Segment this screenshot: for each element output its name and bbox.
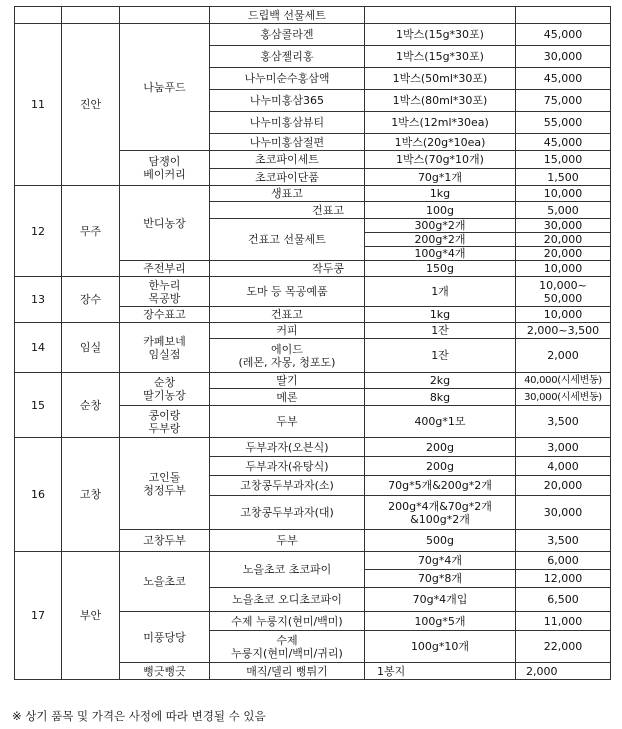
product-cell: 딸기 <box>210 373 365 389</box>
seller-cell <box>120 323 210 373</box>
seller-cell: 주전부리 <box>120 261 210 277</box>
spec-cell: 1박스(70g*10개) <box>365 151 516 169</box>
product-cell: 수제 누룽지(현미/백미) <box>210 612 365 631</box>
region-cell <box>62 7 120 24</box>
price-line: 50,000 <box>543 291 583 305</box>
price-cell <box>516 7 611 24</box>
spec-cell: 200g <box>365 438 516 457</box>
product-cell: 고창콩두부과자(소) <box>210 476 365 496</box>
price-cell: 6,500 <box>516 588 611 612</box>
price-cell: 3,000 <box>516 438 611 457</box>
spec-cell: 1잔 <box>365 339 516 373</box>
product-cell: 홍삼젤리홍 <box>210 46 365 68</box>
table-row <box>15 552 611 570</box>
no-cell: 13 <box>15 277 62 323</box>
seller-name-line: 목공방 <box>148 291 181 305</box>
product-cell: 커피 <box>210 323 365 339</box>
seller-name-line: 임실점 <box>148 347 181 361</box>
spec-cell: 1박스(12ml*30ea) <box>365 112 516 134</box>
price-cell: 45,000 <box>516 24 611 46</box>
table-row <box>15 323 611 339</box>
product-cell: 노을초코 오디초코파이 <box>210 588 365 612</box>
price-cell: 30,000 <box>516 219 611 233</box>
spec-cell: 70g*4개입 <box>365 588 516 612</box>
spec-cell: 100g*4개 <box>365 247 516 261</box>
product-cell: 건표고 <box>210 202 365 219</box>
price-cell: 2,000 <box>516 663 611 680</box>
table-row <box>15 277 611 307</box>
product-cell: 초코파이단품 <box>210 169 365 186</box>
spec-cell: 150g <box>365 261 516 277</box>
spec-cell: 1잔 <box>365 323 516 339</box>
product-cell: 나누미홍삼365 <box>210 90 365 112</box>
price-cell: 55,000 <box>516 112 611 134</box>
spec-line: &100g*2개 <box>410 512 470 526</box>
seller-name-line: 고인돌 <box>148 470 181 484</box>
seller-name-line: 한누리 <box>148 278 181 292</box>
seller-name-line: 베이커리 <box>143 168 186 181</box>
price-cell: 10,000 <box>516 261 611 277</box>
seller-name-line: 담쟁이 <box>148 155 181 168</box>
product-cell: 초코파이세트 <box>210 151 365 169</box>
region-cell: 장수 <box>62 277 120 323</box>
table-row <box>15 438 611 457</box>
spec-cell: 70g*8개 <box>365 570 516 588</box>
product-cell: 나누미홍삼뷰티 <box>210 112 365 134</box>
price-cell <box>516 277 611 307</box>
product-cell <box>210 631 365 663</box>
seller-name-line: 순창 <box>153 376 176 389</box>
seller-cell: 반디농장 <box>120 186 210 261</box>
no-cell: 16 <box>15 438 62 552</box>
product-line: 수제 <box>276 633 298 647</box>
region-cell: 무주 <box>62 186 120 277</box>
no-cell: 12 <box>15 186 62 277</box>
product-cell: 홍삼콜라겐 <box>210 24 365 46</box>
price-cell: 4,000 <box>516 457 611 476</box>
product-cell: 드립백 선물세트 <box>210 7 365 24</box>
no-cell <box>15 7 62 24</box>
no-cell: 11 <box>15 24 62 186</box>
spec-cell: 8kg <box>365 389 516 406</box>
spec-cell: 1박스(15g*30포) <box>365 24 516 46</box>
product-line: 누룽지(현미/백미/귀리) <box>231 646 343 660</box>
price-cell: 15,000 <box>516 151 611 169</box>
seller-cell <box>120 277 210 307</box>
spec-cell <box>365 496 516 530</box>
seller-name-line: 청정두부 <box>143 483 186 497</box>
price-cell: 22,000 <box>516 631 611 663</box>
product-line: 에이드 <box>271 342 303 356</box>
price-cell: 2,000~3,500 <box>516 323 611 339</box>
table-row <box>15 186 611 202</box>
product-cell <box>210 339 365 373</box>
seller-name-line: 콩이랑 <box>148 408 181 422</box>
price-cell: 2,000 <box>516 339 611 373</box>
spec-cell: 70g*1개 <box>365 169 516 186</box>
price-cell: 20,000 <box>516 247 611 261</box>
price-cell: 40,000(시세변동) <box>516 373 611 389</box>
spec-cell: 500g <box>365 530 516 552</box>
spec-cell: 1박스(20g*10ea) <box>365 134 516 151</box>
product-cell: 메론 <box>210 389 365 406</box>
seller-cell: 장수표고 <box>120 307 210 323</box>
product-cell: 두부과자(유탕식) <box>210 457 365 476</box>
price-cell: 1,500 <box>516 169 611 186</box>
product-cell: 고창콩두부과자(대) <box>210 496 365 530</box>
product-cell: 두부 <box>210 406 365 438</box>
region-cell: 진안 <box>62 24 120 186</box>
seller-cell <box>120 406 210 438</box>
price-cell: 30,000(시세변동) <box>516 389 611 406</box>
region-cell: 부안 <box>62 552 120 680</box>
product-cell: 매직/델리 뻥튀기 <box>210 663 365 680</box>
spec-cell: 100g <box>365 202 516 219</box>
seller-name-line: 딸기농장 <box>143 389 186 402</box>
price-cell: 11,000 <box>516 612 611 631</box>
product-cell: 나누미순수홍삼액 <box>210 68 365 90</box>
spec-cell: 200g*2개 <box>365 233 516 247</box>
seller-cell: 나눔푸드 <box>120 24 210 151</box>
product-cell: 노을초코 초코파이 <box>210 552 365 588</box>
spec-cell: 1kg <box>365 307 516 323</box>
spec-cell: 70g*5개&200g*2개 <box>365 476 516 496</box>
price-cell: 10,000 <box>516 307 611 323</box>
seller-cell: 노을초코 <box>120 552 210 612</box>
no-cell: 14 <box>15 323 62 373</box>
spec-cell: 300g*2개 <box>365 219 516 233</box>
table-row <box>15 7 611 24</box>
spec-cell: 70g*4개 <box>365 552 516 570</box>
price-cell: 45,000 <box>516 68 611 90</box>
spec-cell: 1박스(80ml*30포) <box>365 90 516 112</box>
price-cell: 30,000 <box>516 46 611 68</box>
region-cell: 순창 <box>62 373 120 438</box>
seller-cell <box>120 151 210 186</box>
price-cell: 20,000 <box>516 233 611 247</box>
price-cell: 5,000 <box>516 202 611 219</box>
seller-cell <box>120 438 210 530</box>
region-cell: 고창 <box>62 438 120 552</box>
spec-cell: 1박스(50ml*30포) <box>365 68 516 90</box>
spec-line: 200g*4개&70g*2개 <box>388 499 492 513</box>
region-cell: 임실 <box>62 323 120 373</box>
price-cell: 6,000 <box>516 552 611 570</box>
footnote: ※ 상기 품목 및 가격은 사정에 따라 변경될 수 있음 <box>12 709 266 723</box>
price-line: 10,000~ <box>539 278 587 292</box>
spec-cell: 1박스(15g*30포) <box>365 46 516 68</box>
table-row <box>15 24 611 46</box>
product-cell: 나누미홍삼절편 <box>210 134 365 151</box>
price-cell: 3,500 <box>516 530 611 552</box>
seller-cell <box>120 373 210 406</box>
product-line: (레몬, 자몽, 청포도) <box>238 355 336 369</box>
price-cell: 30,000 <box>516 496 611 530</box>
no-cell: 15 <box>15 373 62 438</box>
product-cell: 두부 <box>210 530 365 552</box>
seller-cell: 고창두부 <box>120 530 210 552</box>
product-cell: 생표고 <box>210 186 365 202</box>
spec-cell: 200g <box>365 457 516 476</box>
price-cell: 45,000 <box>516 134 611 151</box>
price-cell: 20,000 <box>516 476 611 496</box>
spec-cell: 1봉지 <box>365 663 516 680</box>
price-cell: 3,500 <box>516 406 611 438</box>
product-cell: 작두콩 <box>210 261 365 277</box>
table-row <box>15 373 611 389</box>
spec-cell: 1kg <box>365 186 516 202</box>
price-cell: 10,000 <box>516 186 611 202</box>
spec-cell: 100g*5개 <box>365 612 516 631</box>
price-cell: 75,000 <box>516 90 611 112</box>
spec-cell: 100g*10개 <box>365 631 516 663</box>
seller-name-line: 두부랑 <box>148 421 181 435</box>
product-cell: 도마 등 목공예품 <box>210 277 365 307</box>
seller-name-line: 카페보네 <box>143 334 186 348</box>
product-cell: 건표고 선물세트 <box>210 219 365 261</box>
price-cell: 12,000 <box>516 570 611 588</box>
spec-cell: 1개 <box>365 277 516 307</box>
product-price-table <box>14 6 611 680</box>
seller-cell <box>120 7 210 24</box>
no-cell: 17 <box>15 552 62 680</box>
seller-cell: 뻥긋뻥긋 <box>120 663 210 680</box>
seller-cell: 미풍당당 <box>120 612 210 663</box>
product-cell: 두부과자(오븐식) <box>210 438 365 457</box>
spec-cell <box>365 7 516 24</box>
spec-cell: 400g*1모 <box>365 406 516 438</box>
spec-cell: 2kg <box>365 373 516 389</box>
product-cell: 건표고 <box>210 307 365 323</box>
